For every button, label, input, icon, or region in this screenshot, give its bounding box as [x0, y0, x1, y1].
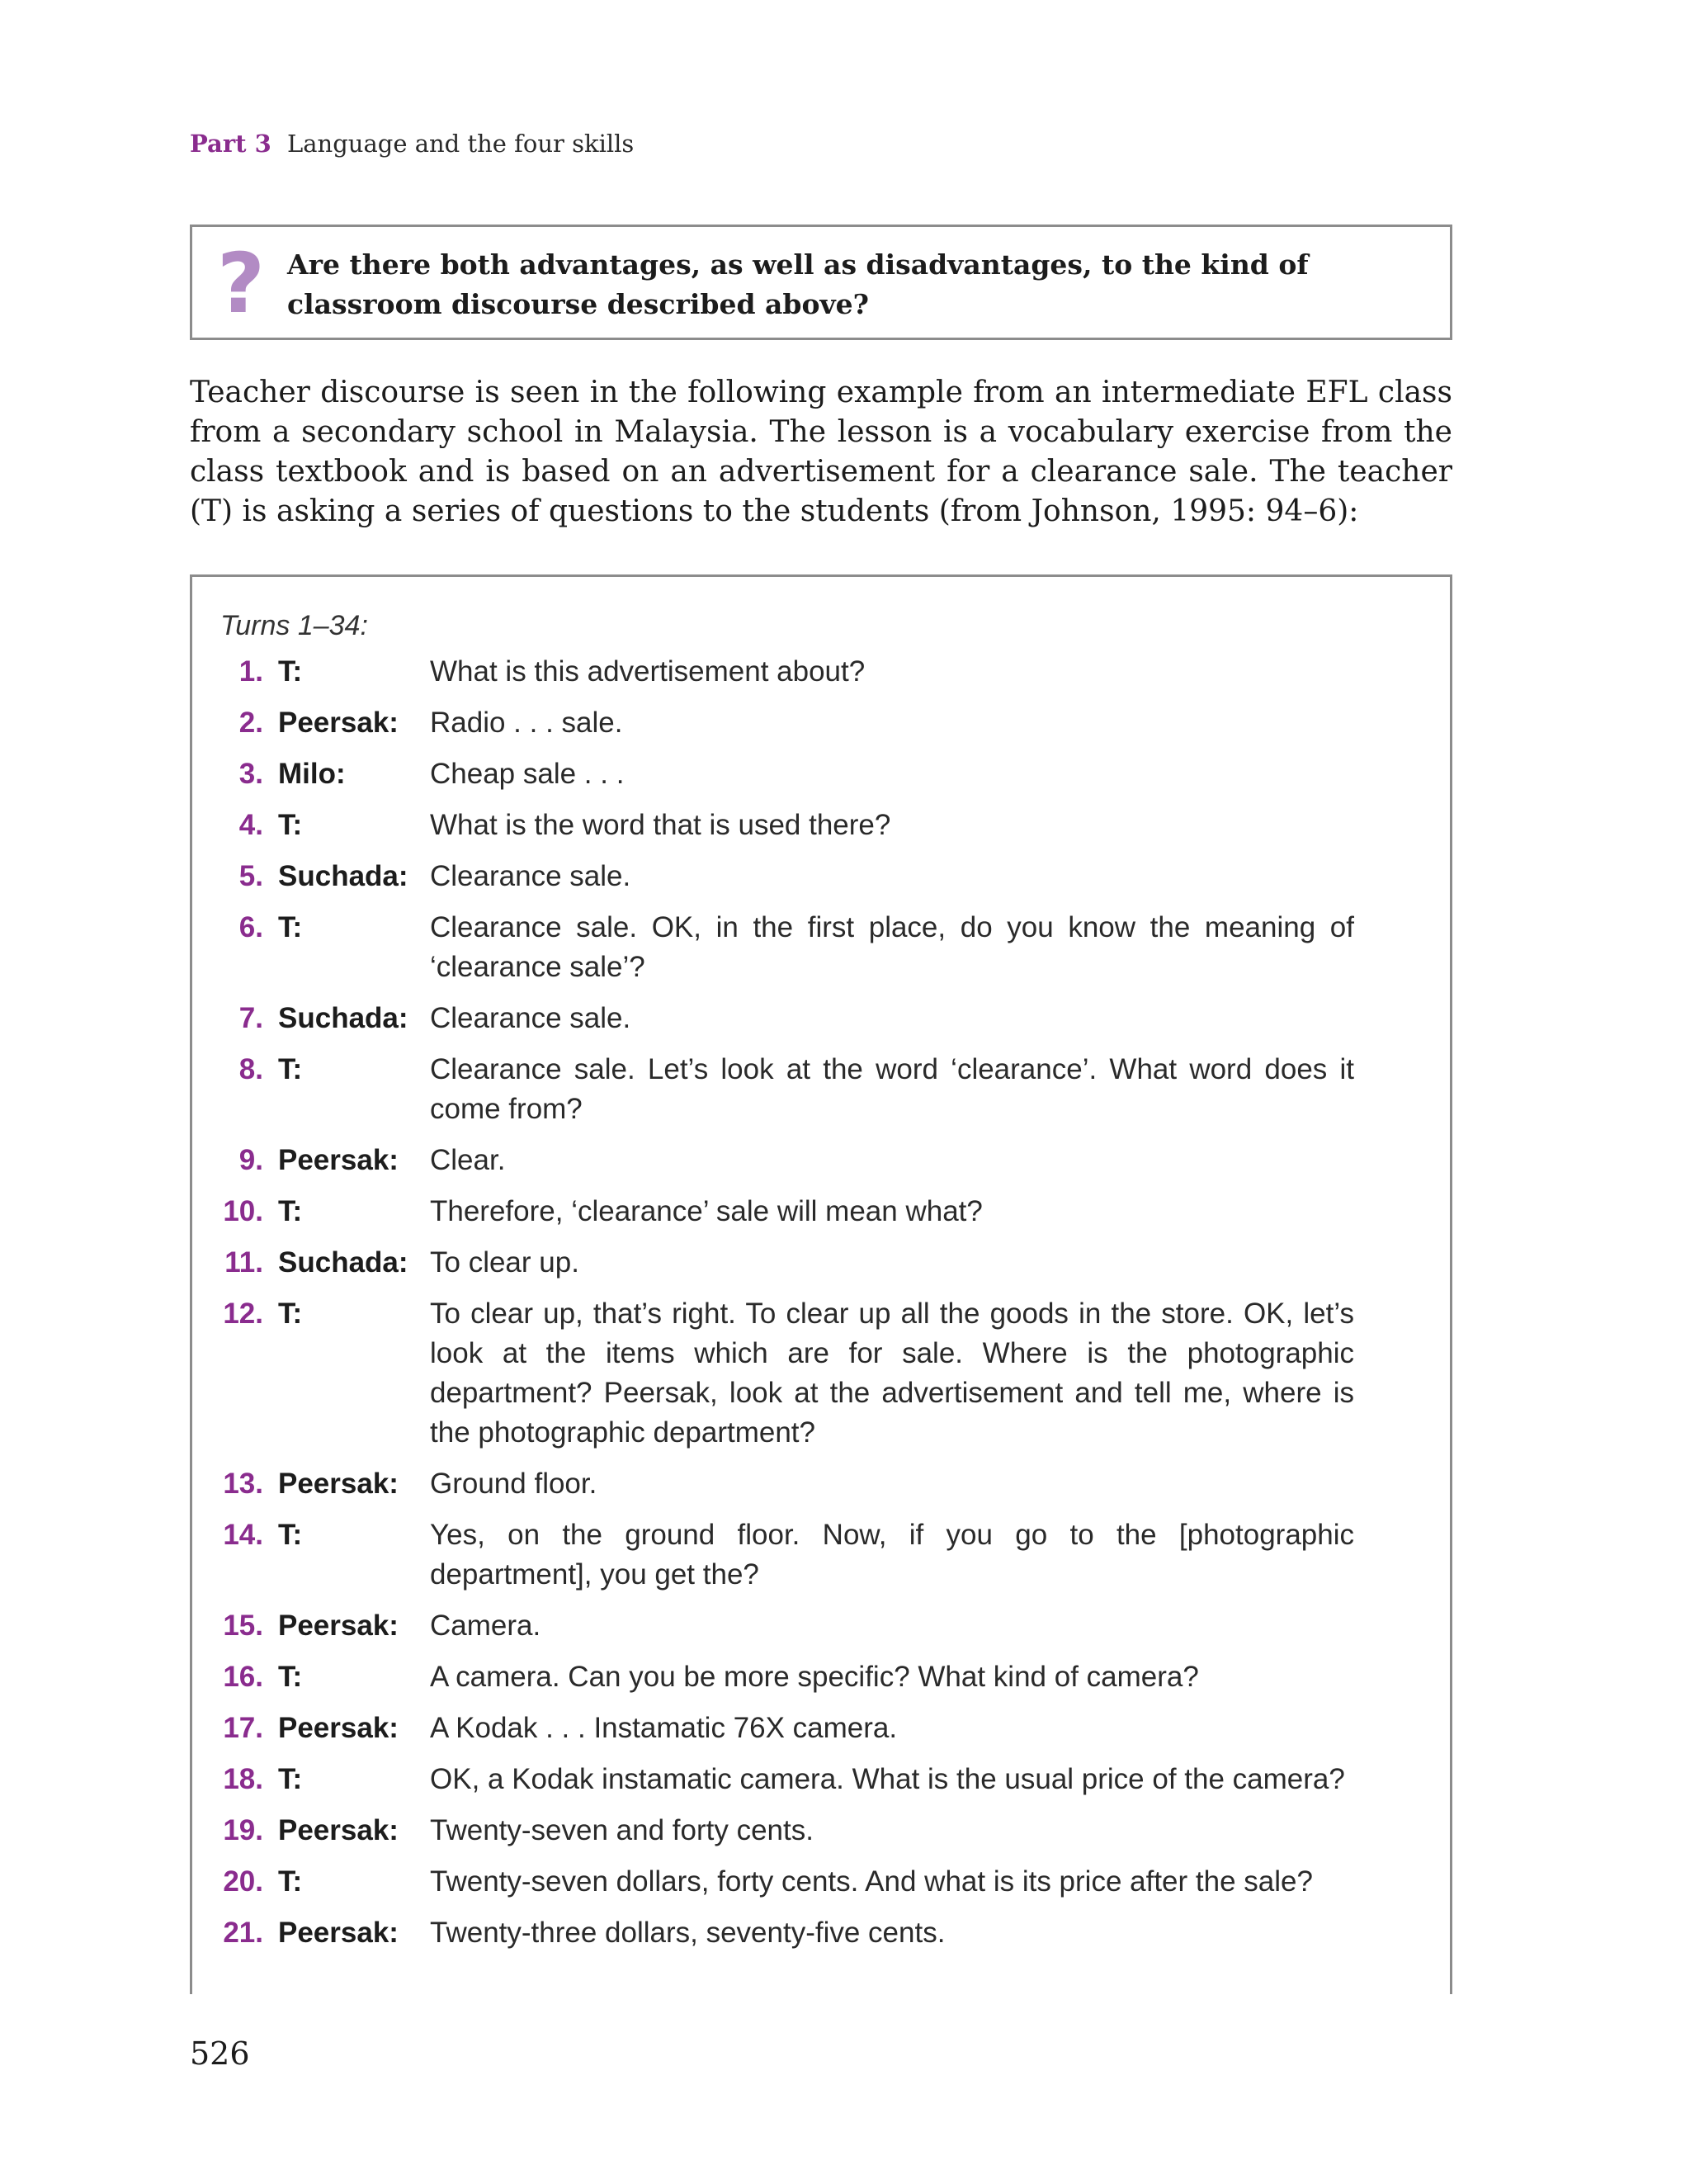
turn-number: 6.: [238, 911, 263, 943]
turn-speaker: Peersak:: [278, 1712, 399, 1744]
turn-row: [192, 1464, 1450, 1504]
turn-text: Yes, on the ground floor. Now, if you go to the [photographic department], you get the?: [430, 1519, 1354, 1591]
turn-text: A Kodak . . . Instamatic 76X camera.: [430, 1712, 898, 1744]
turn-number: 16.: [223, 1661, 263, 1693]
turn-text: Clearance sale. OK, in the first place, do you know the meaning of ‘clearance sale’?: [430, 911, 1354, 983]
turn-text: What is the word that is used there?: [430, 809, 891, 841]
turn-text: Twenty-seven and forty cents.: [430, 1814, 814, 1846]
turn-number: 14.: [223, 1519, 263, 1551]
turn-text: Clearance sale. Let’s look at the word ‘clearance’. What word does it come from?: [430, 1053, 1354, 1125]
turn-speaker: T:: [278, 1865, 303, 1898]
turn-number: 10.: [223, 1195, 263, 1227]
running-head-part: Part 3: [190, 130, 271, 158]
turn-number: 3.: [238, 758, 263, 790]
turn-row: [192, 1141, 1450, 1180]
turn-number: 15.: [223, 1610, 263, 1642]
turn-row: [192, 1862, 1450, 1902]
turn-speaker: T:: [278, 1298, 303, 1330]
turn-number: 13.: [223, 1468, 263, 1500]
transcript-box: [190, 574, 1452, 1994]
turn-text: Twenty-seven dollars, forty cents. And what is its price after the sale?: [430, 1865, 1313, 1898]
turn-row: [192, 754, 1450, 794]
turn-row: [192, 1294, 1450, 1453]
turn-text: To clear up, that’s right. To clear up all the goods in the store. OK, let’s look at the items which are for sale. Where is the photographic department? Peersak, look at the advertisement and tell me, where is the photographic department?: [430, 1298, 1354, 1449]
turn-number: 18.: [223, 1763, 263, 1795]
turn-row: [192, 806, 1450, 845]
turn-text: Camera.: [430, 1610, 541, 1642]
turn-speaker: Suchada:: [278, 860, 408, 892]
turn-speaker: T:: [278, 655, 303, 688]
running-head-title: Language and the four skills: [287, 130, 635, 158]
turn-text: Cheap sale . . .: [430, 758, 625, 790]
turn-number: 20.: [223, 1865, 263, 1898]
turn-speaker: Peersak:: [278, 1917, 399, 1949]
turn-number: 1.: [238, 655, 263, 688]
turn-speaker: T:: [278, 1195, 303, 1227]
turn-number: 9.: [238, 1144, 263, 1176]
running-head: [190, 130, 634, 158]
turn-speaker: T:: [278, 1763, 303, 1795]
turn-row: [192, 908, 1450, 987]
turn-row: [192, 1192, 1450, 1231]
turn-speaker: T:: [278, 1053, 303, 1085]
turn-row: [192, 1050, 1450, 1129]
turn-row: [192, 1913, 1450, 1953]
turn-speaker: T:: [278, 809, 303, 841]
turn-text: Ground floor.: [430, 1468, 597, 1500]
turn-speaker: Milo:: [278, 758, 346, 790]
turn-text: Clear.: [430, 1144, 506, 1176]
question-text: Are there both advantages, as well as disadvantages, to the kind of classroom discourse described above?: [287, 248, 1309, 320]
turn-speaker: T:: [278, 1519, 303, 1551]
turn-row: [192, 1811, 1450, 1851]
intro-paragraph: Teacher discourse is seen in the following example from an intermediate EFL class from a secondary school in Malaysia. The lesson is a vocabulary exercise from the class textbook and is based on an advertisement for a clearance sale. The teacher (T) is asking a series of questions to the students (from Johnson, 1995: 94–6):: [190, 376, 1452, 528]
turn-speaker: Peersak:: [278, 1144, 399, 1176]
turn-text: To clear up.: [430, 1246, 579, 1279]
turn-text: Twenty-three dollars, seventy-five cents.: [430, 1917, 946, 1949]
turn-text: Clearance sale.: [430, 860, 631, 892]
turn-number: 8.: [238, 1053, 263, 1085]
turn-row: [192, 1760, 1450, 1799]
turn-speaker: T:: [278, 911, 303, 943]
turn-speaker: Peersak:: [278, 1468, 399, 1500]
turn-row: [192, 1657, 1450, 1697]
turn-row: [192, 1515, 1450, 1595]
turn-row: [192, 652, 1450, 692]
turn-number: 21.: [223, 1917, 263, 1949]
turn-text: Clearance sale.: [430, 1002, 631, 1034]
turn-speaker: T:: [278, 1661, 303, 1693]
turn-number: 12.: [223, 1298, 263, 1330]
turn-row: [192, 999, 1450, 1038]
turn-text: A camera. Can you be more specific? What kind of camera?: [430, 1661, 1199, 1693]
turn-row: [192, 1243, 1450, 1283]
turn-row: [192, 1709, 1450, 1748]
turn-speaker: Peersak:: [278, 1610, 399, 1642]
turns-list: [192, 652, 1450, 1964]
turn-number: 19.: [223, 1814, 263, 1846]
turn-number: 7.: [238, 1002, 263, 1034]
page-number: 526: [190, 2035, 250, 2072]
question-box: [190, 225, 1452, 340]
turn-text: OK, a Kodak instamatic camera. What is the usual price of the camera?: [430, 1763, 1345, 1795]
turn-speaker: Peersak:: [278, 1814, 399, 1846]
turns-heading: Turns 1–34:: [220, 610, 368, 641]
turn-text: Therefore, ‘clearance’ sale will mean what?: [430, 1195, 983, 1227]
turn-row: [192, 703, 1450, 743]
turn-speaker: Suchada:: [278, 1002, 408, 1034]
turn-row: [192, 1606, 1450, 1646]
turn-number: 5.: [238, 860, 263, 892]
turn-number: 17.: [223, 1712, 263, 1744]
turn-text: What is this advertisement about?: [430, 655, 866, 688]
turn-number: 4.: [238, 809, 263, 841]
question-mark-icon: ?: [217, 235, 266, 332]
turn-number: 11.: [224, 1246, 263, 1279]
turn-row: [192, 857, 1450, 896]
turn-speaker: Peersak:: [278, 707, 399, 739]
turn-text: Radio . . . sale.: [430, 707, 623, 739]
turn-speaker: Suchada:: [278, 1246, 408, 1279]
turn-number: 2.: [238, 707, 263, 739]
